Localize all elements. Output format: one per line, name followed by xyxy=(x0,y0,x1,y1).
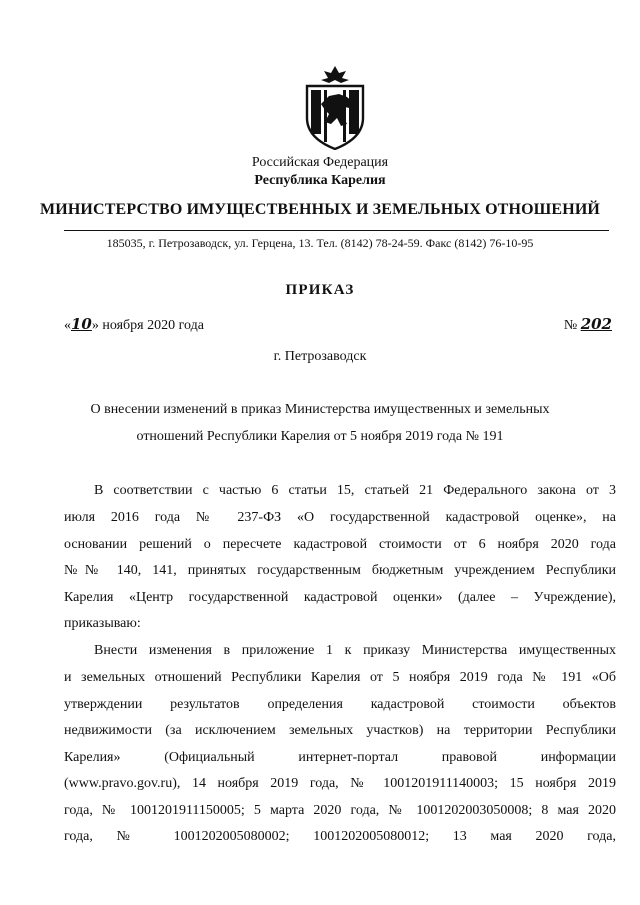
header-divider xyxy=(64,230,609,231)
document-type: ПРИКАЗ xyxy=(285,282,355,298)
body-line: года, № 1001202005080002; 1001202005080012; 13 мая 2020 года, xyxy=(64,829,616,844)
date-day-handwritten: 10 xyxy=(71,315,92,333)
body-line: приказываю: xyxy=(64,616,141,631)
order-city: г. Петрозаводск xyxy=(273,349,367,364)
body-line: Карелия «Центр государственной кадастровой оценки» (далее – Учреждение), xyxy=(64,590,616,605)
body-line: года, № 1001201911150005; 5 марта 2020 года, № 1001202003050008; 8 мая 2020 xyxy=(64,803,616,818)
ministry-address: 185035, г. Петрозаводск, ул. Герцена, 13. Тел. (8142) 78-24-59. Факс (8142) 76-10-95 xyxy=(106,236,534,250)
ministry-name: МИНИСТЕРСТВО ИМУЩЕСТВЕННЫХ И ЗЕМЕЛЬНЫХ ОТНОШЕНИЙ xyxy=(39,201,601,218)
order-number xyxy=(564,315,612,334)
body-line: Внести изменения в приложение 1 к приказу Министерства имущественных xyxy=(94,643,616,658)
body-line: недвижимости (за исключением земельных участков) на территории Республики xyxy=(64,723,616,738)
order-date xyxy=(64,315,204,334)
body-line: и земельных отношений Республики Карелия от 5 ноября 2019 года № 191 «Об xyxy=(64,670,616,685)
body-line: утверждении результатов определения кадастровой стоимости объектов xyxy=(64,697,616,712)
body-line: июля 2016 года № 237-ФЗ «О государственной кадастровой оценке», на xyxy=(64,510,616,525)
republic-name: Республика Карелия xyxy=(254,173,386,188)
order-title-line-2: отношений Республики Карелия от 5 ноября 2019 года № 191 xyxy=(136,429,504,444)
date-open-quote: « xyxy=(64,318,71,333)
body-line: (www.pravo.gov.ru), 14 ноября 2019 года, № 1001201911140003; 15 ноября 2019 xyxy=(64,776,616,791)
body-line: основании решений о пересчете кадастровой стоимости от 6 ноября 2020 года xyxy=(64,537,616,552)
date-month-year: » ноября 2020 года xyxy=(91,318,204,333)
order-number-label: № xyxy=(563,318,578,333)
order-number-handwritten: 202 xyxy=(580,315,612,333)
order-title-line-1: О внесении изменений в приказ Министерства имущественных и земельных xyxy=(90,402,550,417)
karelia-coat-of-arms-icon xyxy=(301,66,369,150)
body-line: №№ 140, 141, принятых государственным бюджетным учреждением Республики xyxy=(64,563,616,578)
body-line: Карелия» (Официальный интернет-портал правовой информации xyxy=(64,750,616,765)
body-line: В соответствии с частью 6 статьи 15, статьей 21 Федерального закона от 3 xyxy=(94,483,616,498)
country-name: Российская Федерация xyxy=(251,155,389,170)
